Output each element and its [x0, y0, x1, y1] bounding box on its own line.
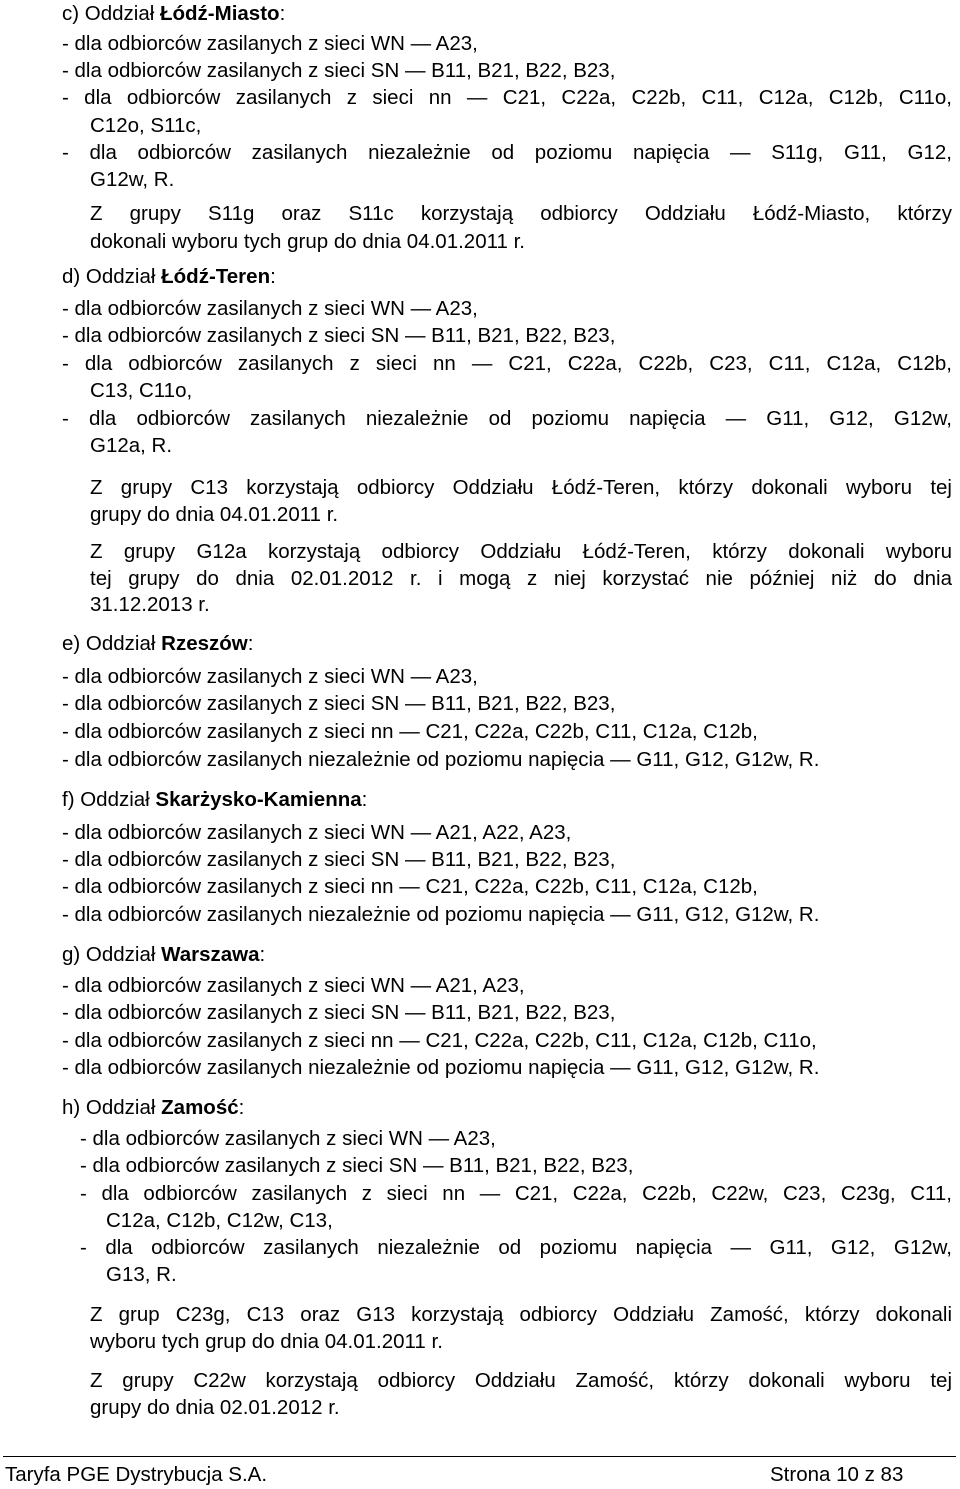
section-h-line-1: - dla odbiorców zasilanych z sieci WN — A23,: [80, 1127, 496, 1150]
section-e-line-1: - dla odbiorców zasilanych z sieci WN — A23,: [62, 665, 478, 688]
section-h-note-1: Z grup C23g, C13 oraz G13 korzystają odbiorcy Oddziału Zamość, którzy dokonali: [90, 1303, 952, 1326]
footer-divider: [3, 1456, 956, 1457]
section-h-heading: [62, 1096, 244, 1120]
section-c-line-5: - dla odbiorców zasilanych niezależnie od poziomu napięcia — S11g, G11, G12,: [62, 141, 952, 164]
section-c-suffix: :: [279, 2, 286, 25]
section-e-suffix: :: [247, 632, 254, 655]
section-e-line-4: - dla odbiorców zasilanych niezależnie od poziomu napięcia — G11, G12, G12w, R.: [62, 748, 820, 771]
section-c-name: Łódź-Miasto: [159, 2, 280, 25]
section-h-note-3: Z grupy C22w korzystają odbiorcy Oddziału Zamość, którzy dokonali wyboru tej: [90, 1369, 952, 1392]
section-c-line-4: C12o, S11c,: [90, 114, 202, 137]
section-c-line-3: - dla odbiorców zasilanych z sieci nn — C21, C22a, C22b, C11, C12a, C12b, C11o,: [62, 86, 952, 109]
section-e-line-2: - dla odbiorców zasilanych z sieci SN — B11, B21, B22, B23,: [62, 692, 616, 715]
section-h-line-6: G13, R.: [106, 1263, 177, 1286]
section-c-note-1: Z grupy S11g oraz S11c korzystają odbiorcy Oddziału Łódź-Miasto, którzy: [90, 202, 952, 225]
section-c-prefix: c) Oddział: [62, 2, 160, 25]
section-c-line-6: G12w, R.: [90, 168, 175, 191]
section-d-note-3: Z grupy G12a korzystają odbiorcy Oddziału Łódź-Teren, którzy dokonali wyboru: [90, 540, 952, 563]
section-h-line-5: - dla odbiorców zasilanych niezależnie od poziomu napięcia — G11, G12, G12w,: [80, 1236, 952, 1259]
section-g-suffix: :: [259, 943, 266, 966]
section-d-line-5: - dla odbiorców zasilanych niezależnie od poziomu napięcia — G11, G12, G12w,: [62, 407, 952, 430]
section-d-line-2: - dla odbiorców zasilanych z sieci SN — B11, B21, B22, B23,: [62, 324, 616, 347]
footer-document-title: Taryfa PGE Dystrybucja S.A.: [5, 1463, 268, 1486]
section-d-name: Łódź-Teren: [161, 265, 271, 288]
section-d-note-2: grupy do dnia 04.01.2011 r.: [90, 503, 339, 526]
section-d-line-3: - dla odbiorców zasilanych z sieci nn — C21, C22a, C22b, C23, C11, C12a, C12b,: [62, 352, 952, 375]
section-c-note-2: dokonali wyboru tych grup do dnia 04.01.2011 r.: [90, 230, 525, 253]
section-e-prefix: e) Oddział: [62, 632, 162, 655]
section-g-name: Warszawa: [161, 943, 260, 966]
section-h-suffix: :: [238, 1096, 245, 1119]
section-g-heading: [62, 943, 265, 967]
section-f-line-2: - dla odbiorców zasilanych z sieci SN — B11, B21, B22, B23,: [62, 848, 616, 871]
section-e-name: Rzeszów: [161, 632, 248, 655]
section-h-note-4: grupy do dnia 02.01.2012 r.: [90, 1396, 340, 1419]
section-c-line-1: - dla odbiorców zasilanych z sieci WN — A23,: [62, 32, 478, 55]
section-d-prefix: d) Oddział: [62, 265, 162, 288]
section-d-note-1: Z grupy C13 korzystają odbiorcy Oddziału Łódź-Teren, którzy dokonali wyboru tej: [90, 476, 952, 499]
section-f-heading: [62, 788, 367, 812]
section-c-heading: [62, 2, 285, 26]
section-h-line-2: - dla odbiorców zasilanych z sieci SN — B11, B21, B22, B23,: [80, 1154, 634, 1177]
section-e-line-3: - dla odbiorców zasilanych z sieci nn — C21, C22a, C22b, C11, C12a, C12b,: [62, 720, 758, 743]
section-f-suffix: :: [361, 788, 368, 811]
section-h-note-2: wyboru tych grup do dnia 04.01.2011 r.: [90, 1330, 443, 1353]
footer-page-number: Strona 10 z 83: [770, 1463, 904, 1486]
section-d-note-4: tej grupy do dnia 02.01.2012 r. i mogą z niej korzystać nie później niż do dnia: [90, 567, 952, 590]
section-d-heading: [62, 265, 276, 289]
section-d-suffix: :: [270, 265, 276, 288]
section-c-line-2: - dla odbiorców zasilanych z sieci SN — B11, B21, B22, B23,: [62, 59, 616, 82]
section-f-line-4: - dla odbiorców zasilanych niezależnie od poziomu napięcia — G11, G12, G12w, R.: [62, 903, 820, 926]
section-g-line-3: - dla odbiorców zasilanych z sieci nn — C21, C22a, C22b, C11, C12a, C12b, C11o,: [62, 1029, 817, 1052]
section-g-line-2: - dla odbiorców zasilanych z sieci SN — B11, B21, B22, B23,: [62, 1001, 616, 1024]
section-h-line-3: - dla odbiorców zasilanych z sieci nn — C21, C22a, C22b, C22w, C23, C23g, C11,: [80, 1182, 952, 1205]
section-e-heading: [62, 632, 253, 656]
section-f-prefix: f) Oddział: [62, 788, 156, 811]
section-d-line-4: C13, C11o,: [90, 379, 193, 402]
section-f-line-1: - dla odbiorców zasilanych z sieci WN — A21, A22, A23,: [62, 821, 572, 844]
section-d-line-6: G12a, R.: [90, 434, 173, 457]
section-h-name: Zamość: [161, 1096, 239, 1119]
section-h-line-4: C12a, C12b, C12w, C13,: [106, 1209, 333, 1232]
section-g-line-4: - dla odbiorców zasilanych niezależnie od poziomu napięcia — G11, G12, G12w, R.: [62, 1056, 820, 1079]
section-g-prefix: g) Oddział: [62, 943, 162, 966]
section-g-line-1: - dla odbiorców zasilanych z sieci WN — A21, A23,: [62, 974, 525, 997]
section-f-name: Skarżysko-Kamienna: [155, 788, 362, 811]
section-f-line-3: - dla odbiorców zasilanych z sieci nn — C21, C22a, C22b, C11, C12a, C12b,: [62, 875, 758, 898]
section-d-note-5: 31.12.2013 r.: [90, 593, 210, 616]
section-h-prefix: h) Oddział: [62, 1096, 162, 1119]
section-d-line-1: - dla odbiorców zasilanych z sieci WN — A23,: [62, 297, 478, 320]
